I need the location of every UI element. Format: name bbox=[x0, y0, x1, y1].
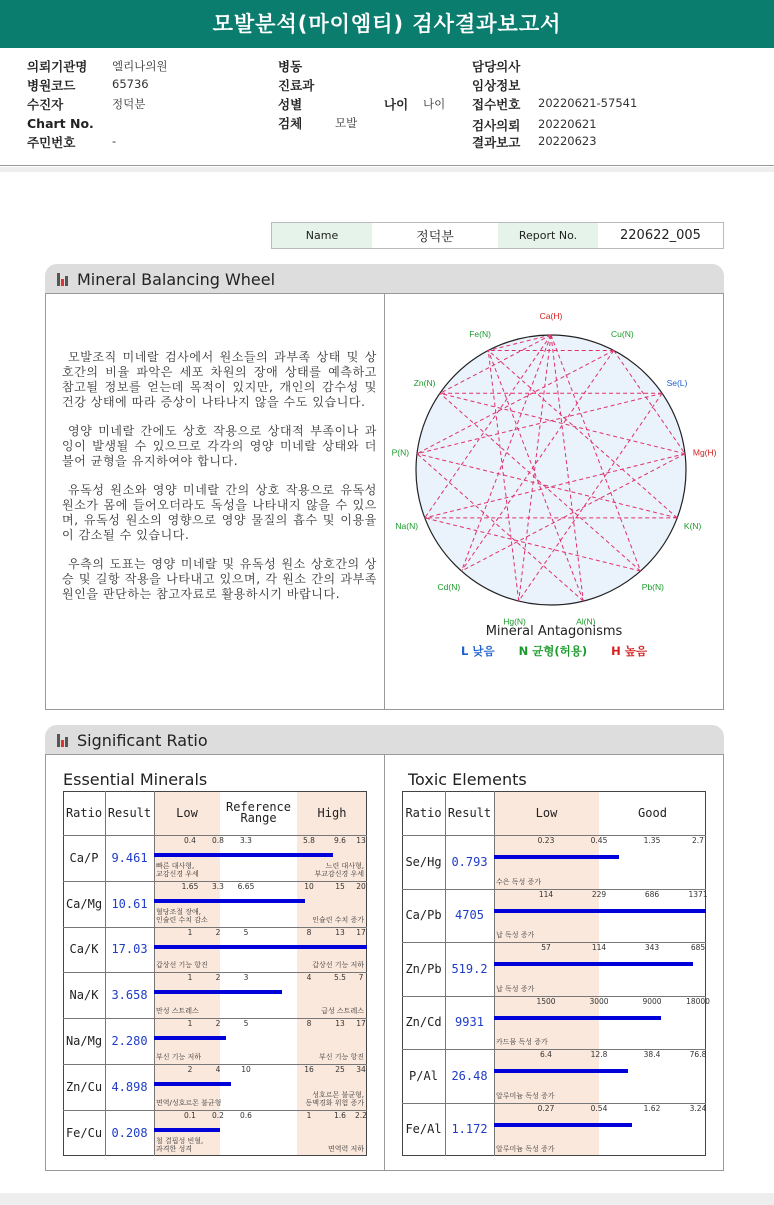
institution-label: 의뢰기관명 bbox=[27, 59, 88, 74]
ratio-value: 2.280 bbox=[111, 1034, 148, 1049]
tick-label: 0.2 bbox=[212, 1110, 224, 1120]
high-note: 인슐린 수치 증가 bbox=[312, 915, 364, 924]
tick-label: 5 bbox=[243, 1019, 249, 1029]
ratio-bar bbox=[154, 990, 282, 994]
wheel-node-label: Ca(H) bbox=[539, 311, 563, 321]
specimen-label: 검체 bbox=[278, 116, 303, 131]
wheel-caption: Mineral Antagonisms bbox=[485, 624, 623, 639]
ratio-name: Ca/K bbox=[69, 942, 99, 957]
tick-label: 1.65 bbox=[181, 881, 199, 891]
wheel-node-label: Na(N) bbox=[395, 520, 419, 531]
ratio-section-heading bbox=[45, 725, 724, 755]
tick-label: 20 bbox=[356, 881, 366, 891]
ratio-name: P/Al bbox=[409, 1068, 438, 1083]
ratio-bar bbox=[154, 899, 305, 903]
low-note: 혈당조절 장애, 인슐린 수치 감소 bbox=[156, 907, 208, 924]
low-note: 납 독성 증가 bbox=[496, 984, 535, 993]
low-note: 알루미늄 독성 증가 bbox=[496, 1145, 555, 1153]
low-note: 빠른 대사형, 교감신경 우세 bbox=[156, 861, 199, 878]
wheel-section-heading bbox=[45, 264, 724, 294]
tick-label: 38.4 bbox=[643, 1050, 661, 1059]
tick-label: 34 bbox=[356, 1065, 366, 1074]
wheel-paragraph: 유독성 원소와 영양 미네랄 간의 상호 작용으로 유독성 원소가 몸에 들어오더라도 독성을 나타내지 않을 수 있으며, 유독성 원소의 영향으로 영양 물질의 흡수 및 이용율이 감소될 수 있습니다. bbox=[62, 483, 377, 542]
ratio-bar bbox=[154, 945, 367, 949]
header-result: Result bbox=[447, 806, 492, 820]
wheel-circle bbox=[413, 335, 686, 605]
ratio-divider bbox=[384, 754, 385, 1171]
tick-label: 3.24 bbox=[689, 1103, 707, 1113]
report-title: 모발분석(마이엠티) 검사결과보고서 bbox=[0, 0, 774, 48]
ratio-name: Zn/Pb bbox=[405, 961, 442, 976]
ratio-value: 26.48 bbox=[451, 1068, 488, 1083]
tick-label: 0.1 bbox=[184, 1110, 196, 1120]
tick-label: 114 bbox=[591, 943, 607, 952]
tick-label: 25 bbox=[335, 1065, 345, 1074]
ratio-value: 1.172 bbox=[451, 1122, 488, 1137]
high-note: 성호르몬 불균형, 동맥경화 위험 증가 bbox=[305, 1090, 364, 1107]
wheel-node-label: Se(L) bbox=[666, 377, 688, 388]
wheel-heading-text: Mineral Balancing Wheel bbox=[77, 269, 276, 289]
ratio-name: Zn/Cd bbox=[405, 1015, 442, 1030]
ratio-name: Fe/Al bbox=[405, 1122, 442, 1137]
wheel-legend bbox=[386, 643, 722, 659]
department-label: 진료과 bbox=[278, 78, 315, 93]
wheel-node-label: Zn(N) bbox=[413, 377, 436, 388]
name-value: 정덕분 bbox=[416, 230, 454, 245]
mineral-wheel bbox=[386, 295, 722, 665]
ratio-bar bbox=[494, 962, 693, 966]
patient-info bbox=[0, 48, 774, 166]
low-note: 면역/성호르몬 불균형 bbox=[156, 1098, 222, 1107]
ratio-name: Ca/P bbox=[69, 850, 99, 865]
tick-label: 8 bbox=[306, 1019, 312, 1029]
tick-label: 2 bbox=[215, 927, 221, 937]
tick-label: 685 bbox=[690, 943, 706, 952]
receipt-no-value: 20220621-57541 bbox=[538, 96, 638, 110]
ratio-bar bbox=[154, 853, 333, 857]
doctor-label: 담당의사 bbox=[472, 59, 521, 74]
clinical-info-label: 임상정보 bbox=[472, 78, 521, 93]
tick-label: 13 bbox=[335, 927, 345, 937]
tick-label: 12.8 bbox=[590, 1050, 608, 1059]
header-high: High bbox=[317, 806, 347, 820]
age-label: 나이 bbox=[384, 97, 409, 112]
footer-band bbox=[0, 1193, 774, 1205]
header-result: Result bbox=[107, 806, 152, 820]
ratio-value: 9.461 bbox=[111, 850, 148, 865]
tick-label: 2 bbox=[215, 973, 221, 983]
high-note: 갑상선 기능 저하 bbox=[312, 961, 364, 970]
hospital-code-label: 병원코드 bbox=[27, 78, 76, 93]
ratio-value: 4705 bbox=[455, 908, 484, 923]
header-low: Low bbox=[176, 806, 198, 820]
tick-label: 0.54 bbox=[590, 1103, 608, 1113]
ratio-name: Zn/Cu bbox=[65, 1079, 103, 1094]
low-note: 수은 독성 증가 bbox=[496, 877, 542, 886]
wheel-node-label: Fe(N) bbox=[469, 328, 491, 339]
wheel-paragraph: 영양 미네랄 간에도 상호 작용으로 상대적 부족이나 과잉이 발생될 수 있으므로 각각의 영양 미네랄 상태와 더불어 균형을 유지하여야 합니다. bbox=[62, 424, 377, 468]
low-note: 납 독성 증가 bbox=[496, 931, 535, 939]
ratio-value: 17.03 bbox=[111, 942, 148, 957]
tick-label: 6.4 bbox=[540, 1050, 552, 1059]
name-box bbox=[271, 222, 724, 249]
header-ratio: Ratio bbox=[405, 806, 442, 820]
wheel-paragraph: 모발조직 미네랄 검사에서 원소들의 과부족 상태 및 상호간의 비율 파악은 세포 차원의 장애 상태를 예측하고 참고될 정보를 얻는데 목적이 있지만, 개인의 감수성 및 건강 상태에 따라 증상이 나타나지 않을 수도 있습니다. bbox=[62, 350, 377, 409]
tick-label: 3.3 bbox=[240, 836, 252, 845]
tick-label: 10 bbox=[241, 1065, 251, 1074]
tick-label: 2 bbox=[187, 1065, 193, 1074]
tick-label: 16 bbox=[304, 1065, 314, 1074]
patient-value: 정덕분 bbox=[112, 97, 146, 111]
ratio-bar bbox=[494, 1016, 661, 1020]
tick-label: 2.2 bbox=[355, 1110, 367, 1120]
high-note: 느린 대사형, 부교감신경 우세 bbox=[314, 861, 364, 878]
ratio-value: 0.793 bbox=[451, 854, 488, 869]
resident-no-label: 주민번호 bbox=[27, 135, 76, 150]
tick-label: 0.8 bbox=[212, 836, 224, 845]
tick-label: 114 bbox=[538, 889, 554, 899]
header-ratio: Ratio bbox=[65, 806, 103, 820]
tick-label: 0.4 bbox=[184, 836, 196, 845]
essential-title: Essential Minerals bbox=[63, 770, 208, 789]
ratio-bar bbox=[494, 855, 619, 859]
report-date-label: 결과보고 bbox=[472, 135, 521, 150]
separator-band bbox=[0, 167, 774, 172]
tick-label: 3 bbox=[243, 973, 249, 983]
ratio-value: 9931 bbox=[455, 1015, 484, 1030]
tick-label: 9000 bbox=[642, 996, 662, 1006]
report-no-value: 220622_005 bbox=[620, 228, 701, 243]
ratio-bar bbox=[154, 1036, 226, 1040]
ratio-bar bbox=[154, 1128, 220, 1132]
wheel-paragraph: 우측의 도표는 영양 미네랄 및 유독성 원소 상호간의 상승 및 길항 작용을 나타내고 있으며, 각 원소 간의 과부족 원인을 판단하는 참고자료로 활용하시기 바랍니다. bbox=[62, 557, 377, 601]
ratio-name: Na/Mg bbox=[65, 1034, 103, 1049]
resident-no-value: - bbox=[112, 134, 117, 148]
tick-label: 5 bbox=[243, 927, 249, 937]
tick-label: 1371 bbox=[688, 889, 708, 899]
low-note: 카드뮴 독성 증가 bbox=[496, 1038, 548, 1046]
ratio-bar bbox=[494, 1069, 628, 1073]
ratio-name: Ca/Mg bbox=[65, 896, 103, 911]
tick-label: 1.6 bbox=[334, 1110, 346, 1120]
low-note: 갑상선 기능 항진 bbox=[156, 961, 208, 970]
tick-label: 2 bbox=[215, 1019, 221, 1029]
high-note: 면역력 저하 bbox=[327, 1144, 364, 1153]
low-note: 알루미늄 독성 증가 bbox=[496, 1091, 555, 1100]
wheel-node-label: P(N) bbox=[391, 447, 410, 458]
header-low: Low bbox=[535, 806, 558, 820]
low-note: 만성 스트레스 bbox=[156, 1007, 199, 1016]
tick-label: 9.6 bbox=[334, 836, 346, 845]
wheel-node-label: Al(N) bbox=[576, 616, 596, 627]
wheel-divider bbox=[384, 293, 385, 710]
tick-label: 13 bbox=[335, 1019, 345, 1029]
bar-chart-icon bbox=[57, 273, 69, 286]
header-good: Good bbox=[638, 806, 667, 820]
ratio-value: 4.898 bbox=[111, 1079, 148, 1094]
tick-label: 1.62 bbox=[643, 1103, 661, 1113]
wheel-node-label: K(N) bbox=[683, 520, 702, 531]
tick-label: 0.45 bbox=[590, 836, 608, 845]
wheel-node-label: Pb(N) bbox=[641, 582, 664, 593]
tick-label: 6.65 bbox=[237, 881, 255, 891]
wheel-node-label: Cd(N) bbox=[437, 582, 461, 593]
header-reference: Reference Range bbox=[225, 800, 292, 825]
ratio-name: Se/Hg bbox=[405, 854, 442, 869]
tick-label: 0.23 bbox=[537, 836, 555, 845]
tick-label: 0.6 bbox=[240, 1110, 252, 1120]
tick-label: 5.5 bbox=[334, 973, 346, 983]
col-divider bbox=[494, 791, 495, 1156]
tick-label: 1.35 bbox=[643, 836, 661, 845]
ratio-value: 519.2 bbox=[451, 961, 488, 976]
tick-label: 18000 bbox=[686, 996, 710, 1006]
ratio-name: Na/K bbox=[69, 988, 99, 1003]
wheel-node-label: Mg(H) bbox=[692, 447, 717, 458]
request-date-label: 검사의뢰 bbox=[472, 118, 521, 133]
patient-label: 수진자 bbox=[27, 97, 64, 112]
sex-label: 성별 bbox=[278, 97, 303, 112]
age-value: 나이 bbox=[423, 97, 446, 111]
tick-label: 343 bbox=[644, 943, 660, 952]
legend-high: H 높음 bbox=[611, 644, 647, 658]
wheel-description bbox=[62, 350, 377, 616]
tick-label: 1500 bbox=[536, 996, 556, 1006]
low-note: 철 결핍성 빈혈, 과격한 성격 bbox=[156, 1136, 204, 1153]
receipt-no-label: 접수번호 bbox=[472, 97, 521, 112]
ratio-bar bbox=[494, 909, 706, 913]
ratio-value: 10.61 bbox=[111, 896, 148, 911]
ratio-heading-text: Significant Ratio bbox=[77, 730, 208, 750]
bar-chart-icon bbox=[57, 734, 69, 747]
ratio-value: 3.658 bbox=[111, 988, 148, 1003]
ratio-bar bbox=[154, 1082, 231, 1086]
tick-label: 76.8 bbox=[689, 1050, 707, 1059]
tick-label: 13 bbox=[356, 836, 366, 845]
tick-label: 8 bbox=[306, 927, 312, 937]
legend-low: L 낮음 bbox=[461, 644, 495, 658]
hospital-code-value: 65736 bbox=[112, 77, 149, 91]
ratio-name: Ca/Pb bbox=[405, 908, 442, 923]
request-date-value: 20220621 bbox=[538, 117, 597, 131]
tick-label: 1 bbox=[187, 927, 193, 937]
low-note: 부신 기능 저하 bbox=[156, 1053, 202, 1061]
ratio-value: 0.208 bbox=[111, 1125, 148, 1140]
tick-label: 686 bbox=[644, 889, 660, 899]
tick-label: 57 bbox=[541, 943, 551, 952]
high-note: 급성 스트레스 bbox=[321, 1007, 364, 1016]
report-date-value: 20220623 bbox=[538, 134, 597, 148]
tick-label: 17 bbox=[356, 1019, 366, 1029]
name-label: Name bbox=[272, 223, 372, 248]
tick-label: 4 bbox=[215, 1065, 221, 1074]
tick-label: 10 bbox=[304, 881, 314, 891]
wheel-node-label: Hg(N) bbox=[503, 616, 526, 627]
ratio-bar bbox=[494, 1123, 632, 1127]
legend-normal: N 균형(허용) bbox=[518, 644, 588, 658]
ratio-name: Fe/Cu bbox=[65, 1125, 103, 1140]
tick-label: 1 bbox=[187, 973, 193, 983]
tick-label: 5.8 bbox=[303, 836, 315, 845]
specimen-value: 모발 bbox=[335, 116, 358, 130]
tick-label: 1 bbox=[306, 1110, 312, 1120]
chart-no-label: Chart No. bbox=[27, 116, 94, 131]
ward-label: 병동 bbox=[278, 59, 303, 74]
tick-label: 2.7 bbox=[692, 836, 704, 845]
tick-label: 3.3 bbox=[212, 881, 224, 891]
tick-label: 17 bbox=[356, 927, 366, 937]
tick-label: 15 bbox=[335, 881, 345, 891]
tick-label: 3000 bbox=[589, 996, 609, 1006]
tick-label: 0.27 bbox=[537, 1103, 555, 1113]
high-note: 부신 기능 항진 bbox=[318, 1053, 364, 1061]
institution-value: 엘리나의원 bbox=[112, 59, 168, 73]
tick-label: 1 bbox=[187, 1019, 193, 1029]
toxic-title: Toxic Elements bbox=[408, 770, 527, 789]
wheel-node-label: Cu(N) bbox=[611, 328, 634, 339]
report-no-label: Report No. bbox=[498, 223, 598, 248]
tick-label: 4 bbox=[306, 973, 312, 983]
tick-label: 7 bbox=[358, 973, 364, 983]
tick-label: 229 bbox=[591, 889, 607, 899]
